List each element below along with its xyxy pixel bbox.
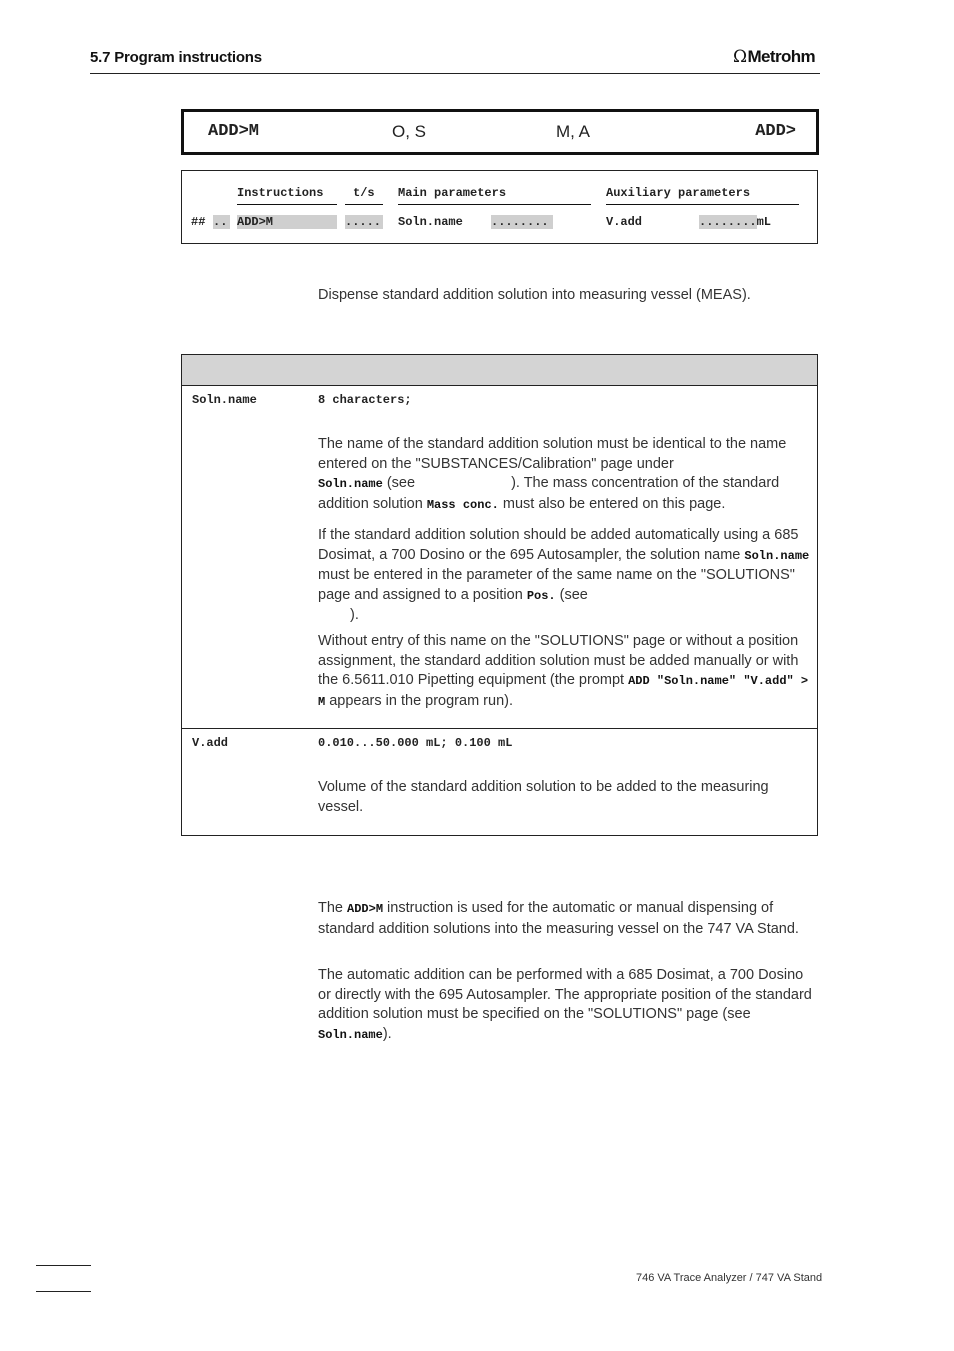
instruction-group: ADD> (755, 122, 796, 141)
footer-rule-bottom (36, 1291, 91, 1292)
param-soln-text-3 (318, 632, 813, 712)
row-divider (182, 728, 817, 729)
line-instruction: ADD>M (237, 215, 337, 229)
line-main-name: Soln.name (398, 215, 463, 229)
instruction-modes-os: O, S (392, 122, 427, 141)
body-paragraph-2 (318, 966, 816, 1045)
instruction-banner (181, 109, 819, 155)
section-title: 5.7 Program instructions (90, 49, 262, 66)
line-number: ## (191, 215, 206, 229)
text-fragment: The (318, 900, 348, 916)
text-fragment: ). The mass concentration of the standard addition solution (318, 475, 780, 512)
col-header-instructions: Instructions (237, 186, 324, 200)
text-fragment: ). (382, 1025, 392, 1042)
text-fragment: (see (382, 475, 420, 491)
parameter-table (181, 354, 818, 836)
param-vadd-range: 0.010...50.000 mL; 0.100 mL (318, 736, 513, 750)
param-soln-text-1 (318, 435, 813, 515)
line-aux-name: V.add (606, 215, 643, 229)
col-header-main: Main parameters (398, 186, 507, 200)
instruction-modes-ma: M, A (556, 122, 591, 141)
text-fragment: instruction is used for the automatic or manual dispensing of standard addition solutions into the measuring vessel on the 747 VA Stand. (318, 900, 799, 937)
text-fragment: The name of the standard addition solution must be identical to the name entered on the "SUBSTANCES/Calibration" page under (318, 436, 787, 472)
code-fragment: Soln.name (318, 1027, 383, 1042)
code-fragment: Mass conc. (426, 497, 499, 512)
code-fragment: Soln.name (318, 477, 383, 491)
line-main-value: ........ (491, 215, 553, 229)
logo-text: Metrohm (747, 47, 816, 66)
header-divider (90, 73, 820, 74)
instruction-description: Dispense standard addition solution into measuring vessel (MEAS). (318, 287, 751, 303)
col-header-aux: Auxiliary parameters (606, 186, 751, 200)
param-soln-text-2 (318, 526, 813, 626)
metrohm-logo (733, 47, 815, 67)
body-paragraph-1 (318, 899, 816, 939)
footer-rule-top (36, 1265, 91, 1266)
text-fragment: If the standard addition solution should be added automatically using a 685 Dosimat, a 700 Dosino or the 695 Autosampler, the solution name (318, 527, 799, 563)
param-vadd-text: Volume of the standard addition solution to be added to the measuring vessel. (318, 779, 769, 815)
param-vadd-name: V.add (192, 736, 229, 750)
param-soln-range: 8 characters; (318, 393, 412, 407)
line-ts: ..... (345, 215, 382, 229)
table-header-bar (182, 355, 817, 386)
omega-icon: Ω (733, 47, 747, 67)
text-fragment: must also be entered on this page. (498, 495, 726, 512)
code-fragment: ADD>M (347, 902, 384, 916)
col-header-ts: t/s (353, 186, 375, 200)
footer-product: 746 VA Trace Analyzer / 747 VA Stand (636, 1272, 823, 1284)
underline-main (398, 204, 591, 205)
text-fragment: Without entry of this name on the "SOLUTIONS" page or without a position assignment, the standard addition solution must be added manually or with the 6.5611.010 Pipetting equipment (the prompt (318, 633, 799, 688)
underline-ts (345, 204, 383, 205)
text-fragment: The automatic addition can be performed with a 685 Dosimat, a 700 Dosino or directly with the 695 Autosampler. The appropriate position of the standard addition solution must be specified on the "SOLUTIONS" page (see (318, 967, 812, 1022)
code-fragment: Pos. (526, 588, 556, 603)
program-line-box (181, 170, 818, 244)
code-fragment: Soln.name (744, 548, 810, 563)
code-fragment: ADD "Soln.name" "V.add" > M (318, 674, 809, 709)
line-aux-value: ........ (699, 215, 757, 229)
underline-aux (606, 204, 799, 205)
text-fragment: appears in the program run). (325, 692, 513, 709)
text-fragment: must be entered in the parameter of the same name on the "SOLUTIONS" page and assigned to a position (318, 567, 795, 603)
underline-instructions (237, 204, 337, 205)
text-fragment: ). (350, 607, 359, 623)
line-aux-value-group (699, 215, 771, 229)
param-soln-name: Soln.name (192, 393, 257, 407)
line-aux-unit: mL (756, 215, 772, 229)
text-fragment: (see (555, 586, 588, 603)
line-dots: .. (213, 215, 230, 229)
instruction-name: ADD>M (208, 122, 260, 141)
